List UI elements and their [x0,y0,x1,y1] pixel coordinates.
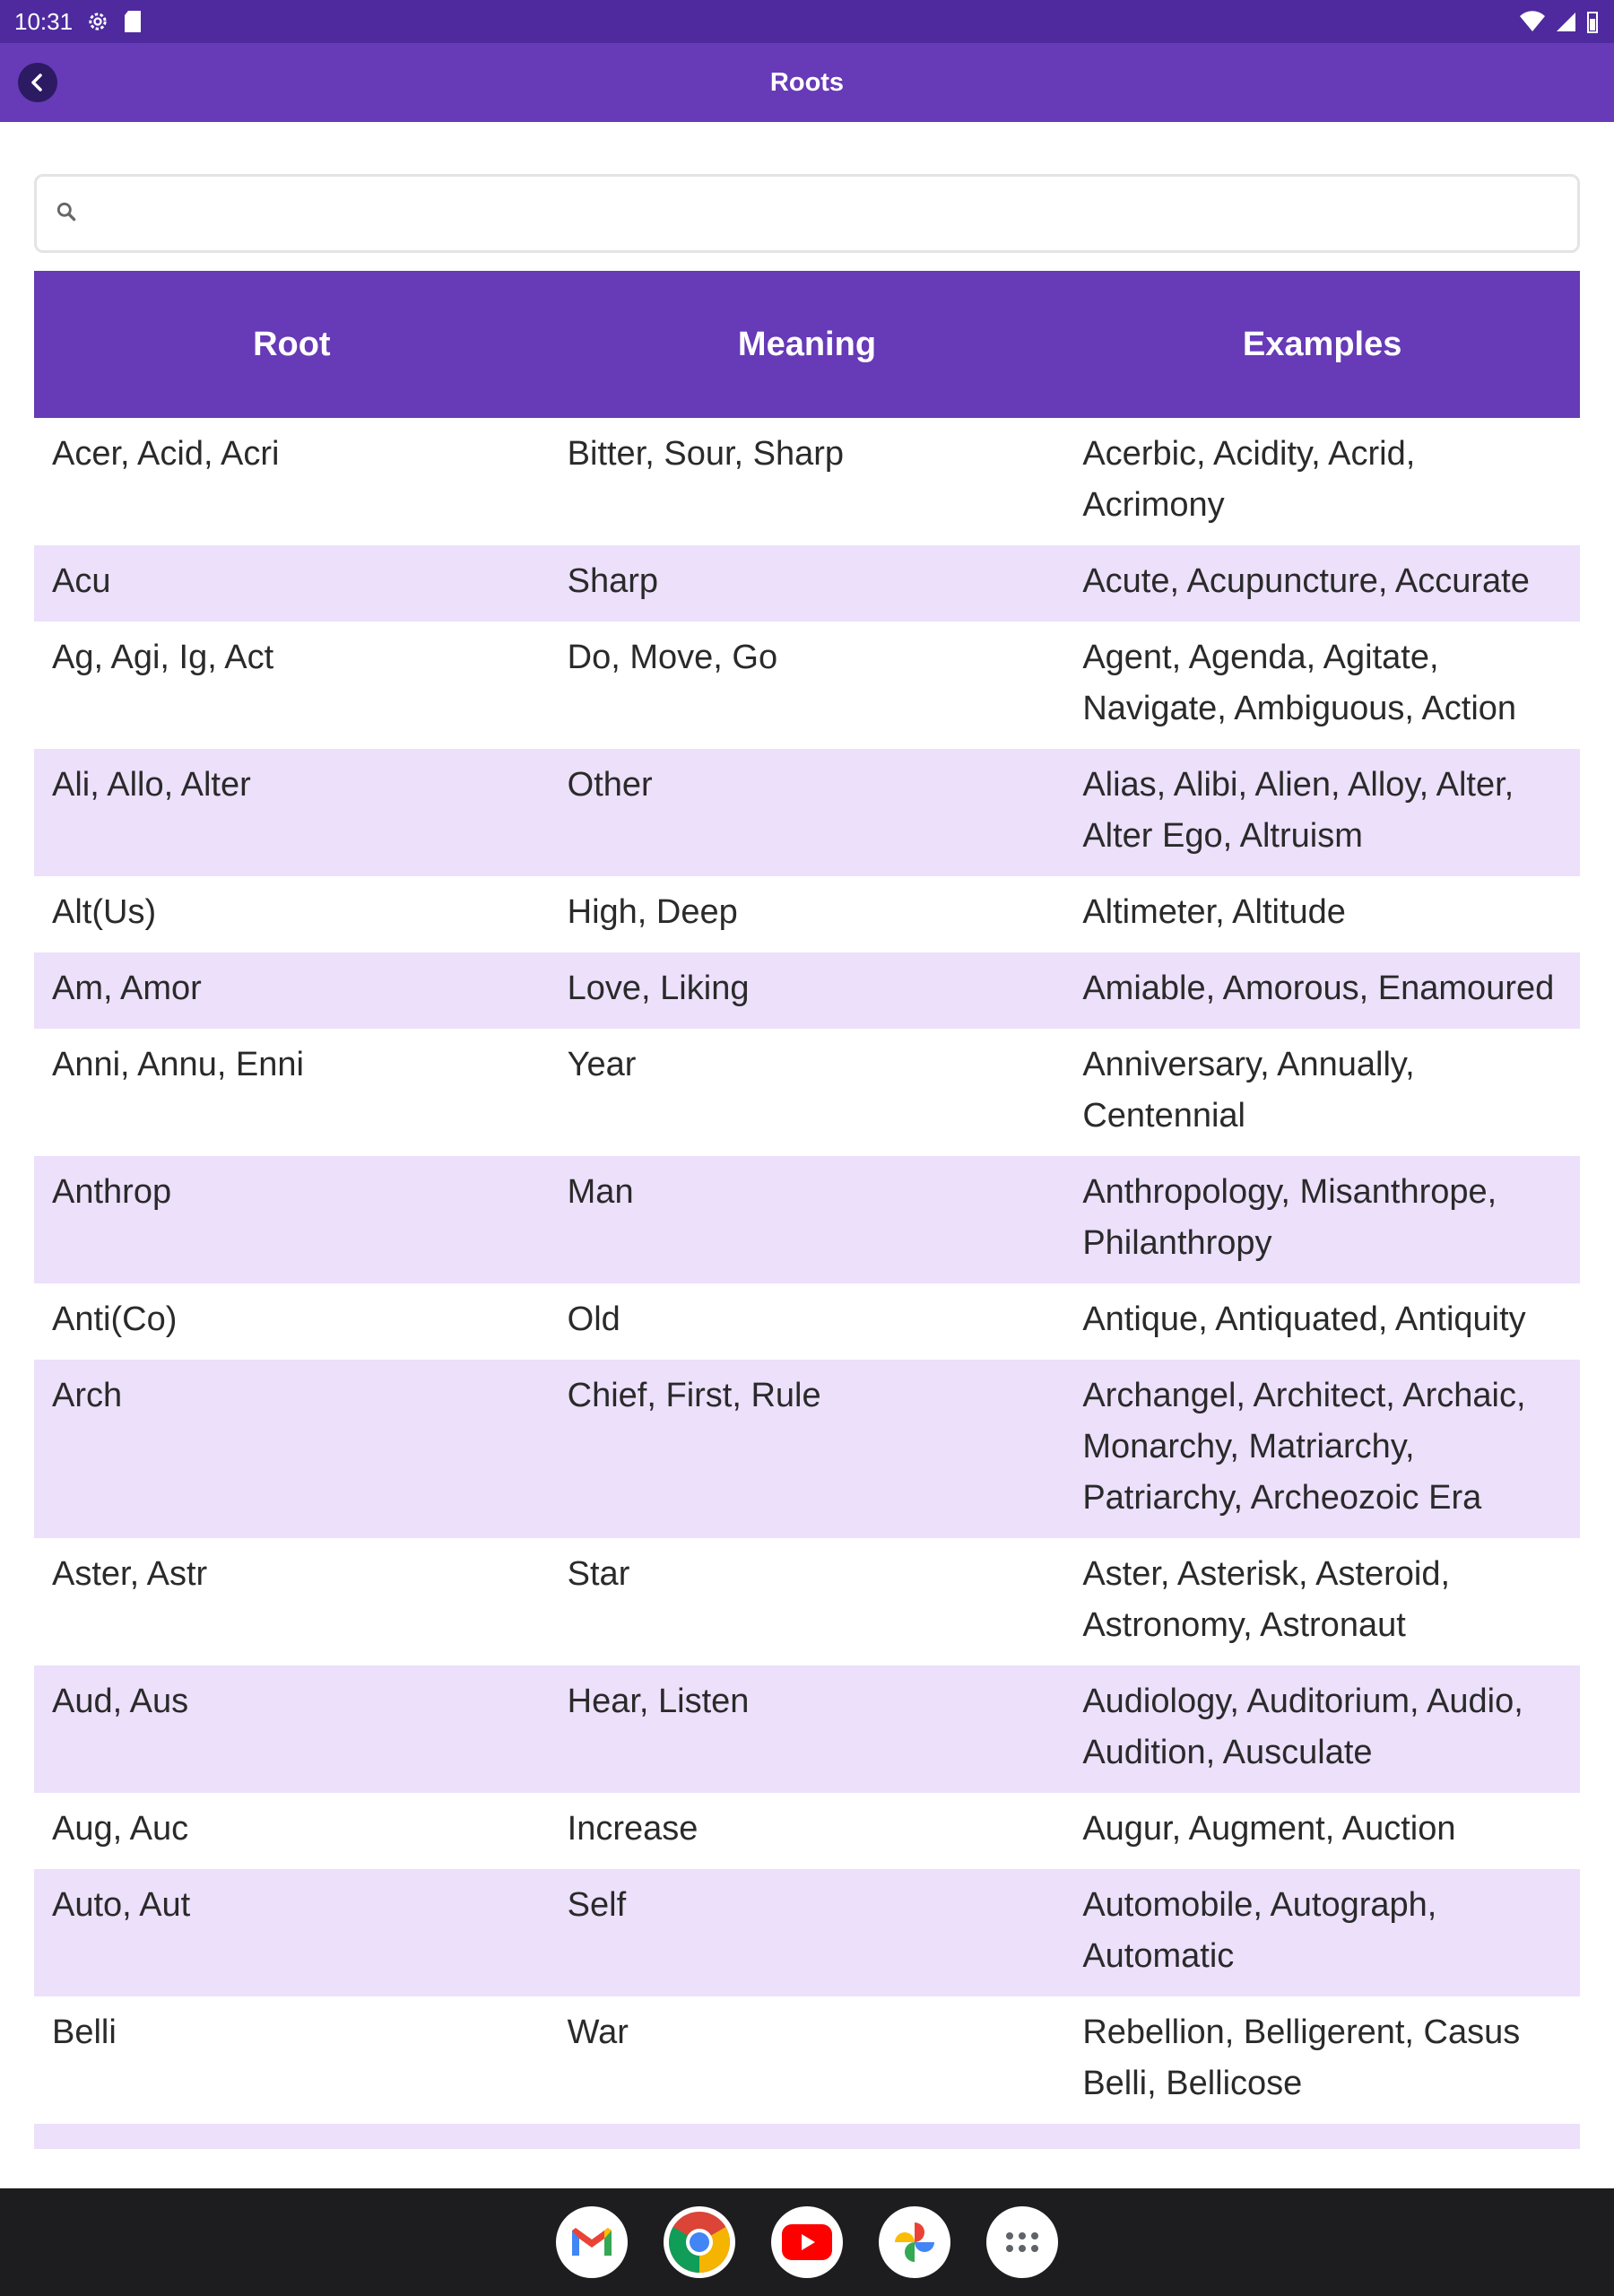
examples-cell: Acerbic, Acidity, Acrid, Acrimony [1082,435,1416,524]
examples-cell: Archangel, Architect, Archaic, Monarchy, Matriarchy, Patriarchy, Archeozoic Era [1064,1360,1580,1538]
meaning-cell: Self [550,1869,1065,1996]
meaning-cell: High, Deep [567,893,738,931]
meaning-cell: Sharp [550,545,1065,622]
table-row [34,876,1580,952]
header-root: Root [34,271,550,418]
chevron-left-icon [27,72,48,93]
table-row [34,2124,1580,2149]
meaning-cell: Bitter, Sour, Sharp [567,435,845,473]
search-box[interactable] [34,174,1580,253]
chrome-icon[interactable] [664,2206,735,2278]
photos-icon[interactable] [879,2206,950,2278]
table-row [34,545,1580,622]
examples-cell: Altimeter, Altitude [1082,893,1346,931]
status-bar [0,0,1614,43]
table-row [34,1538,1580,1665]
battery-icon [1585,10,1600,33]
examples-cell: Aster, Asterisk, Asteroid, Astronomy, Astronaut [1082,1555,1451,1644]
signal-icon [1555,11,1576,32]
search-input[interactable] [91,186,1577,241]
table-row [34,1360,1580,1538]
table-row [34,1156,1580,1283]
meaning-cell: Old [567,1300,620,1338]
root-cell: Anni, Annu, Enni [52,1046,304,1083]
examples-cell [1064,2124,1580,2149]
search-icon [55,200,78,228]
back-button[interactable] [18,63,57,102]
app-bar [0,43,1614,122]
table-row [34,418,1580,545]
app-dock [0,2188,1614,2296]
root-cell: Alt(Us) [52,893,157,931]
table-header-row [34,271,1580,418]
table-row [34,1283,1580,1360]
meaning-cell: Man [550,1156,1065,1283]
header-meaning: Meaning [550,271,1065,418]
examples-cell: Augur, Augment, Auction [1082,1810,1456,1848]
table-row [34,1029,1580,1156]
root-cell [34,2124,550,2149]
wifi-icon [1519,11,1546,32]
examples-cell: Rebellion, Belligerent, Casus Belli, Bellicose [1082,2013,1521,2102]
root-cell: Anti(Co) [52,1300,178,1338]
root-cell: Aster, Astr [52,1555,208,1593]
root-cell: Anthrop [34,1156,550,1283]
meaning-cell: Increase [567,1810,699,1848]
examples-cell: Audiology, Auditorium, Audio, Audition, Ausculate [1064,1665,1580,1793]
root-cell: Arch [34,1360,550,1538]
meaning-cell: Other [550,749,1065,876]
header-examples: Examples [1064,271,1580,418]
roots-table [34,271,1580,2188]
root-cell: Acer, Acid, Acri [52,435,280,473]
settings-gear-icon [85,9,110,34]
meaning-cell: Hear, Listen [550,1665,1065,1793]
examples-cell: Anniversary, Annually, Centennial [1082,1046,1415,1135]
app-drawer-icon[interactable] [986,2206,1058,2278]
examples-cell: Alias, Alibi, Alien, Alloy, Alter, Alter Ego, Altruism [1064,749,1580,876]
table-row [34,1996,1580,2124]
status-time: 10:31 [14,7,74,35]
root-cell: Ali, Allo, Alter [34,749,550,876]
root-cell: Aug, Auc [52,1810,189,1848]
meaning-cell: Year [567,1046,637,1083]
root-cell: Belli [52,2013,117,2051]
meaning-cell: War [567,2013,629,2051]
gmail-icon[interactable] [556,2206,628,2278]
table-row [34,1869,1580,1996]
examples-cell: Antique, Antiquated, Antiquity [1082,1300,1526,1338]
examples-cell: Agent, Agenda, Agitate, Navigate, Ambiguous, Action [1082,639,1517,727]
page-title: Roots [769,67,845,97]
meaning-cell: Love, Liking [550,952,1065,1029]
root-cell: Auto, Aut [34,1869,550,1996]
youtube-icon[interactable] [771,2206,843,2278]
table-row [34,749,1580,876]
root-cell: Aud, Aus [34,1665,550,1793]
examples-cell: Acute, Acupuncture, Accurate [1064,545,1580,622]
examples-cell: Automobile, Autograph, Automatic [1064,1869,1580,1996]
root-cell: Am, Amor [34,952,550,1029]
table-row [34,1793,1580,1869]
meaning-cell: Do, Move, Go [567,639,778,676]
examples-cell: Anthropology, Misanthrope, Philanthropy [1064,1156,1580,1283]
root-cell: Acu [34,545,550,622]
root-cell: Ag, Agi, Ig, Act [52,639,274,676]
sd-card-icon [123,10,143,33]
meaning-cell: Chief, First, Rule [550,1360,1065,1538]
examples-cell: Amiable, Amorous, Enamoured [1064,952,1580,1029]
meaning-cell: Star [567,1555,630,1593]
table-row [34,1665,1580,1793]
table-row [34,952,1580,1029]
meaning-cell [550,2124,1065,2149]
table-row [34,622,1580,749]
